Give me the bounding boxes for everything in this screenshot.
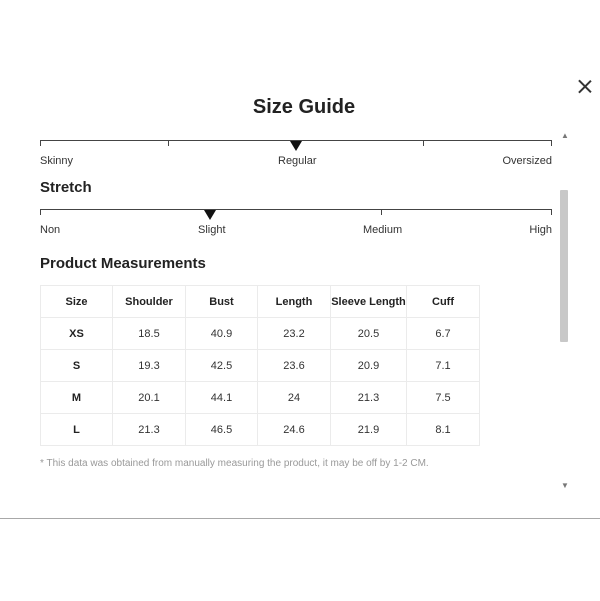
table-row xyxy=(41,350,480,382)
size-cell: L xyxy=(41,414,113,446)
stretch-title: Stretch xyxy=(40,179,92,196)
scrollbar-thumb[interactable] xyxy=(560,190,568,342)
size-cell: M xyxy=(41,382,113,414)
length-cell: 23.2 xyxy=(258,318,331,350)
stretch-label-slight: Slight xyxy=(198,224,226,236)
fit-scale-tick xyxy=(551,140,552,146)
stretch-scale-tick xyxy=(40,209,41,215)
header-cuff: Cuff xyxy=(407,286,480,318)
size-cell: S xyxy=(41,350,113,382)
measurement-note: * This data was obtained from manually measuring the product, it may be off by 1-2 CM. xyxy=(40,458,429,469)
close-icon[interactable] xyxy=(577,79,593,95)
fit-scale-tick xyxy=(40,140,41,146)
chevron-up-icon[interactable]: ▲ xyxy=(561,131,569,140)
shoulder-cell: 20.1 xyxy=(113,382,186,414)
bust-cell: 42.5 xyxy=(186,350,258,382)
sleeve-length-cell: 20.5 xyxy=(331,318,407,350)
stretch-scale xyxy=(40,209,552,249)
size-cell: XS xyxy=(41,318,113,350)
cuff-cell: 7.1 xyxy=(407,350,480,382)
chevron-down-icon[interactable]: ▼ xyxy=(561,481,569,490)
stretch-scale-marker-icon xyxy=(204,210,216,220)
stretch-scale-tick xyxy=(551,209,552,215)
bust-cell: 44.1 xyxy=(186,382,258,414)
length-cell: 24 xyxy=(258,382,331,414)
scrollbar[interactable] xyxy=(560,130,568,492)
table-row xyxy=(41,382,480,414)
sleeve-length-cell: 20.9 xyxy=(331,350,407,382)
cuff-cell: 8.1 xyxy=(407,414,480,446)
table-header-row xyxy=(41,286,480,318)
fit-label-skinny: Skinny xyxy=(40,155,74,167)
cuff-cell: 7.5 xyxy=(407,382,480,414)
page-background xyxy=(0,518,600,601)
bust-cell: 46.5 xyxy=(186,414,258,446)
stretch-label-medium: Medium xyxy=(363,224,403,236)
length-cell: 24.6 xyxy=(258,414,331,446)
header-length: Length xyxy=(258,286,331,318)
fit-label-oversized: Oversized xyxy=(502,155,552,167)
header-shoulder: Shoulder xyxy=(113,286,186,318)
measurements-table xyxy=(40,285,480,446)
fit-scale-tick xyxy=(168,140,169,146)
header-size: Size xyxy=(41,286,113,318)
length-cell: 23.6 xyxy=(258,350,331,382)
fit-scale-tick xyxy=(423,140,424,146)
stretch-label-non: Non xyxy=(40,224,61,236)
stretch-scale-tick xyxy=(381,209,382,215)
fit-label-regular: Regular xyxy=(278,155,317,167)
shoulder-cell: 19.3 xyxy=(113,350,186,382)
fit-scale-marker-icon xyxy=(290,141,302,151)
stretch-scale-line xyxy=(40,209,552,210)
header-sleeve-length: Sleeve Length xyxy=(331,286,407,318)
fit-scale xyxy=(40,140,552,180)
header-bust: Bust xyxy=(186,286,258,318)
measurements-title: Product Measurements xyxy=(40,255,206,272)
bust-cell: 40.9 xyxy=(186,318,258,350)
table-row xyxy=(41,414,480,446)
sleeve-length-cell: 21.3 xyxy=(331,382,407,414)
cuff-cell: 6.7 xyxy=(407,318,480,350)
sleeve-length-cell: 21.9 xyxy=(331,414,407,446)
shoulder-cell: 21.3 xyxy=(113,414,186,446)
shoulder-cell: 18.5 xyxy=(113,318,186,350)
dialog-title: Size Guide xyxy=(252,96,356,118)
stretch-label-high: High xyxy=(529,224,552,236)
table-row xyxy=(41,318,480,350)
